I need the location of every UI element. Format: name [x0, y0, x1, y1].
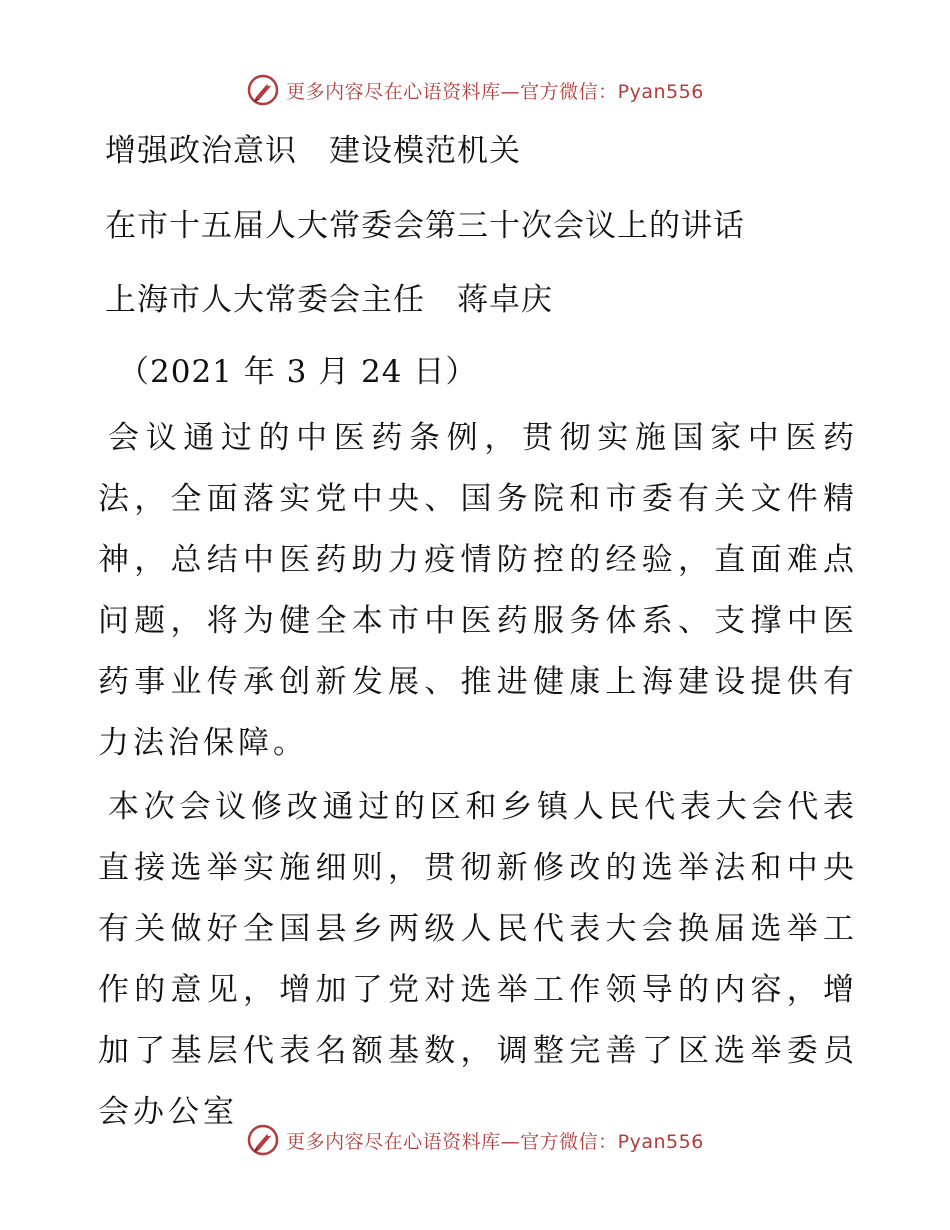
watermark-banner-bottom — [0, 1120, 950, 1160]
body-paragraph-2: 本次会议修改通过的区和乡镇人民代表大会代表直接选举实施细则，贯彻新修改的选举法和中央有关做好全国县乡两级人民代表大会换届选举工作的意见，增加了党对选举工作领导的内容，增加了基层代表名额基数，调整完善了区选举委员会办公室 — [98, 789, 858, 1130]
document-subtitle: 在市十五届人大常委会第三十次会议上的讲话 — [105, 208, 745, 244]
document-date: （2021 年 3 月 24 日） — [118, 354, 478, 390]
body-paragraph-1: 会议通过的中医药条例，贯彻实施国家中医药法，全面落实党中央、国务院和市委有关文件精神，总结中医药助力疫情防控的经验，直面难点问题，将为健全本市中医药服务体系、支撑中医药事业传承创新发展、推进健康上海建设提供有力法治保障。 — [98, 420, 858, 761]
pen-logo-icon — [246, 73, 280, 107]
document-author: 上海市人大常委会主任 蒋卓庆 — [105, 282, 553, 318]
watermark-text: 更多内容尽在心语资料库—官方微信：Pyan556 — [286, 1130, 704, 1153]
watermark-text: 更多内容尽在心语资料库—官方微信：Pyan556 — [286, 80, 704, 103]
document-title: 增强政治意识 建设模范机关 — [105, 133, 521, 169]
watermark-banner-top — [0, 70, 950, 110]
pen-logo-icon — [246, 1123, 280, 1157]
